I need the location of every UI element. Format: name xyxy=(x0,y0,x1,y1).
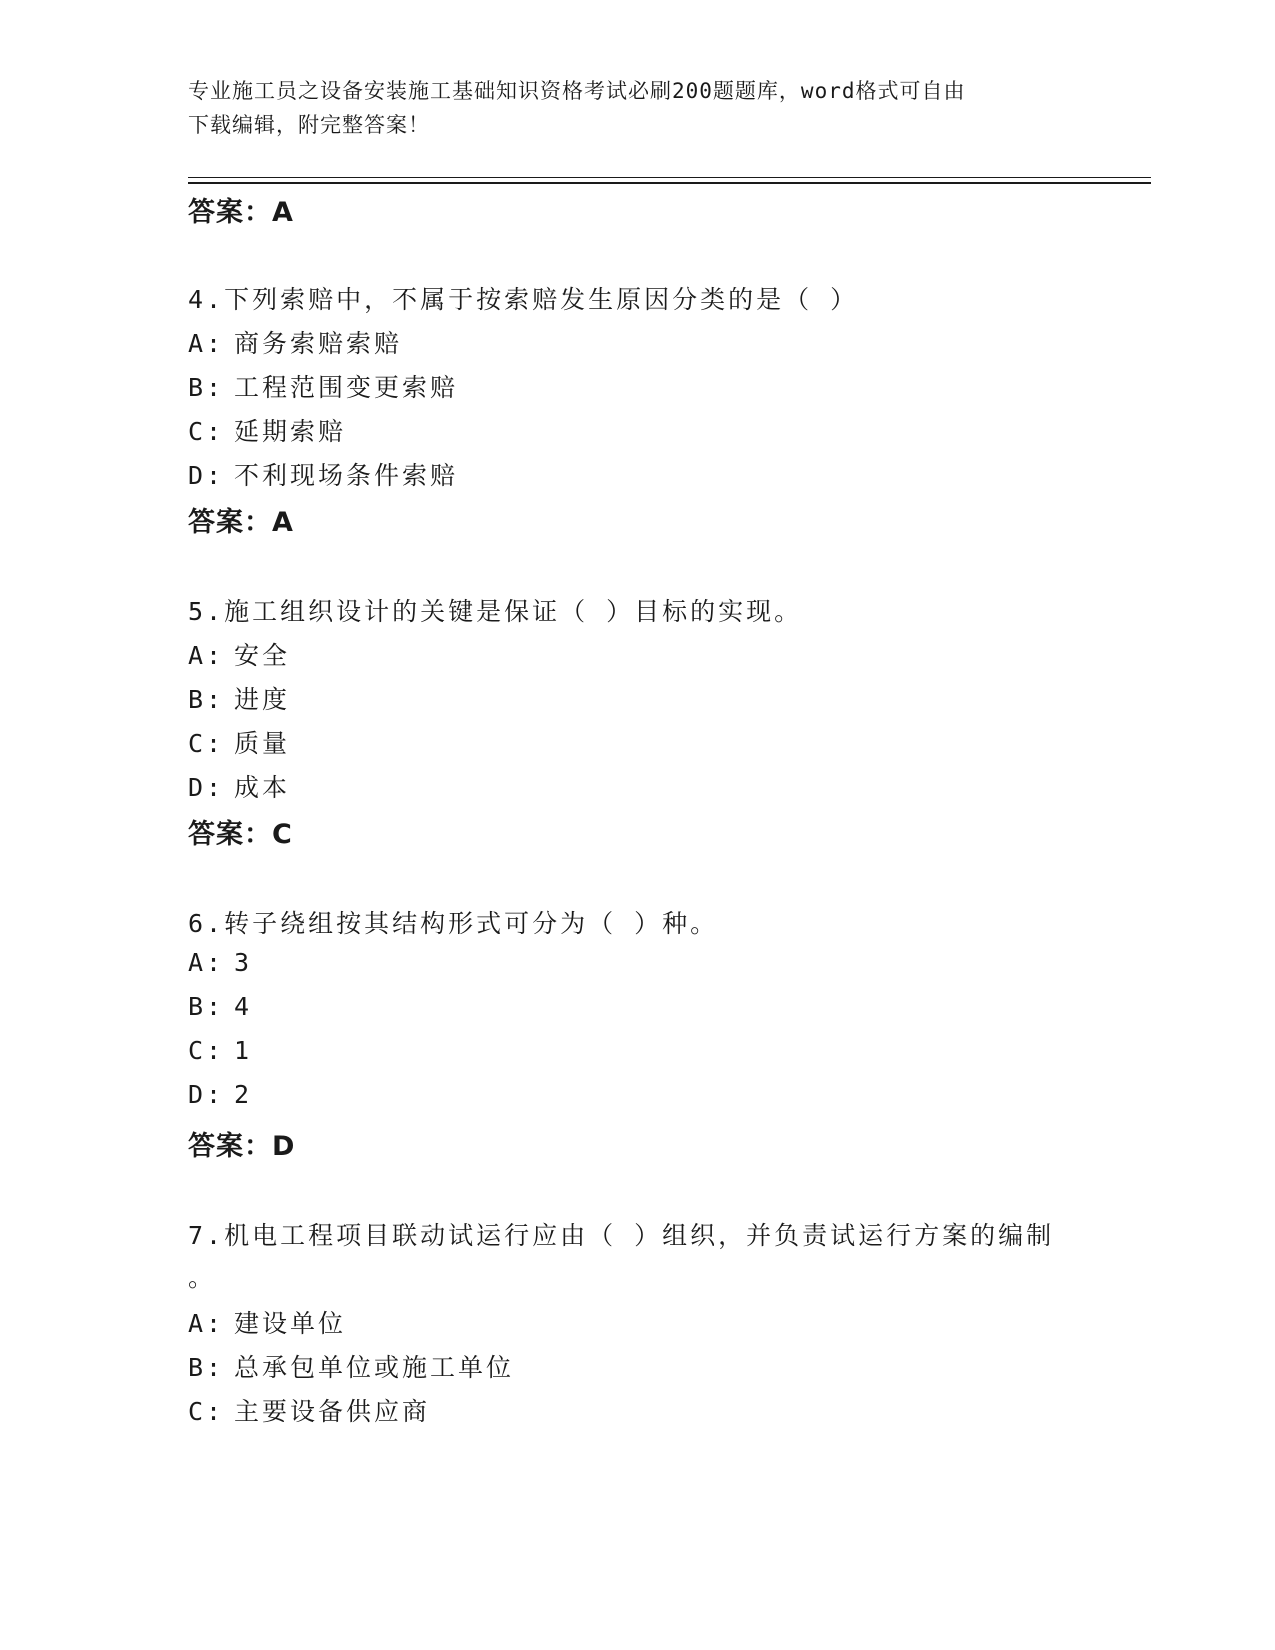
question-5-stem: 5.施工组织设计的关键是保证（ ）目标的实现。 xyxy=(188,597,803,626)
option-label: B: xyxy=(188,373,225,402)
question-6-stem: 6.转子绕组按其结构形式可分为（ ）种。 xyxy=(188,909,719,938)
option-text: 延期索赔 xyxy=(234,417,347,446)
header-rule-thin xyxy=(188,177,1151,178)
option-text: 4 xyxy=(234,992,253,1021)
header-line-2: 下载编辑，附完整答案！ xyxy=(188,113,430,137)
option-text: 进度 xyxy=(234,685,291,714)
option-label: B: xyxy=(188,992,225,1021)
question-7-option-a xyxy=(188,1304,346,1340)
question-4-answer: 答案：A xyxy=(188,507,294,538)
question-7-stem: 7.机电工程项目联动试运行应由（ ）组织，并负责试运行方案的编制 xyxy=(188,1221,1055,1250)
header-line-1: 专业施工员之设备安装施工基础知识资格考试必刷200题题库，word格式可自由 xyxy=(188,79,966,103)
option-label: C: xyxy=(188,1036,225,1065)
option-text: 工程范围变更索赔 xyxy=(234,373,459,402)
option-text: 总承包单位或施工单位 xyxy=(234,1353,515,1382)
option-label: A: xyxy=(188,948,225,977)
question-7-stem-continuation: 。 xyxy=(188,1263,217,1292)
option-text: 成本 xyxy=(234,773,291,802)
option-text: 3 xyxy=(234,948,253,977)
question-6-option-c xyxy=(188,1036,252,1065)
option-label: D: xyxy=(188,1080,225,1109)
option-label: C: xyxy=(188,1397,225,1426)
option-label: A: xyxy=(188,329,225,358)
option-text: 2 xyxy=(234,1080,253,1109)
option-label: C: xyxy=(188,417,225,446)
option-text: 安全 xyxy=(234,641,291,670)
option-label: A: xyxy=(188,1309,225,1338)
question-5-option-b xyxy=(188,680,290,716)
question-6-option-d xyxy=(188,1080,252,1109)
header-rule-thick xyxy=(188,182,1151,184)
question-5-option-c xyxy=(188,724,290,760)
question-4-option-a xyxy=(188,324,402,360)
question-4-option-c xyxy=(188,412,346,448)
option-label: D: xyxy=(188,773,225,802)
previous-answer: 答案：A xyxy=(188,197,294,228)
option-label: C: xyxy=(188,729,225,758)
question-6-answer: 答案：D xyxy=(188,1131,296,1162)
question-5-answer: 答案：C xyxy=(188,819,293,850)
option-text: 商务索赔索赔 xyxy=(234,329,403,358)
question-4-option-d xyxy=(188,456,458,492)
option-text: 建设单位 xyxy=(234,1309,347,1338)
question-4-stem: 4.下列索赔中，不属于按索赔发生原因分类的是（ ） xyxy=(188,285,859,314)
question-5-option-d xyxy=(188,768,290,804)
option-text: 不利现场条件索赔 xyxy=(234,461,459,490)
option-text: 质量 xyxy=(234,729,291,758)
option-label: A: xyxy=(188,641,225,670)
question-6-option-b xyxy=(188,992,252,1021)
option-label: B: xyxy=(188,1353,225,1382)
question-7-option-b xyxy=(188,1348,514,1384)
question-4-option-b xyxy=(188,368,458,404)
document-header xyxy=(188,74,1068,142)
option-label: D: xyxy=(188,461,225,490)
question-5-option-a xyxy=(188,636,290,672)
option-text: 1 xyxy=(234,1036,253,1065)
question-7-option-c xyxy=(188,1392,430,1428)
option-label: B: xyxy=(188,685,225,714)
question-6-option-a xyxy=(188,948,252,977)
option-text: 主要设备供应商 xyxy=(234,1397,431,1426)
